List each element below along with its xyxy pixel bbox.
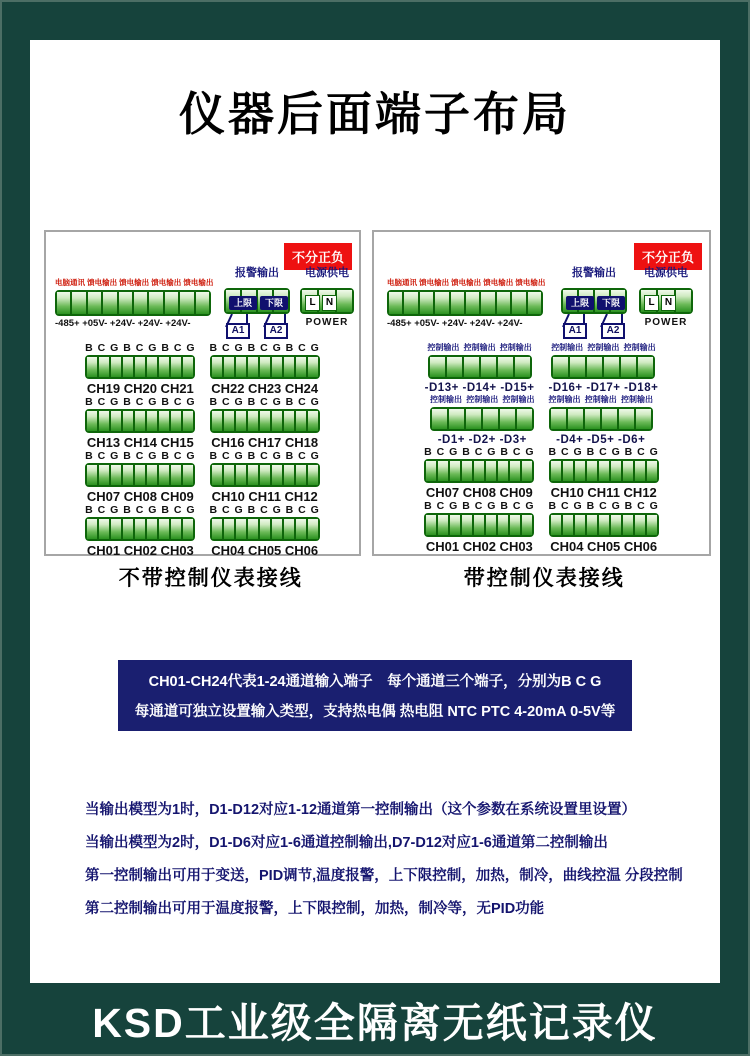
terminal-cell (147, 411, 159, 431)
terminal-group (85, 450, 195, 504)
terminal-group-label: CH10 CH11 CH12 (550, 485, 657, 500)
alarm-output-group (222, 264, 292, 339)
comm-feed-top-label: 电脑通讯 馈电输出 馈电输出 馈电输出 馈电输出 (55, 278, 214, 287)
terminal-pin-labels: B C G B C G B C G (548, 500, 659, 512)
terminal-cell (183, 519, 193, 539)
bottom-banner: KSD工业级全隔离无纸记录仪 (92, 1000, 658, 1046)
terminal-cell (224, 519, 236, 539)
terminal-cell (623, 461, 635, 481)
panel-top-section (46, 232, 359, 340)
terminal-cell (180, 292, 195, 314)
terminal-cell (497, 292, 512, 314)
terminal-cell (587, 461, 599, 481)
panel-without-control (44, 230, 361, 556)
terminal-group-label: CH07 CH08 CH09 (425, 485, 533, 500)
alarm-terminal-block (224, 288, 290, 314)
terminal-cell (99, 411, 111, 431)
terminal-cell (676, 290, 691, 312)
terminal-cell (284, 519, 296, 539)
neutral-terminal-label: N (323, 296, 336, 310)
terminal-group-label: CH01 CH02 CH03 (86, 543, 194, 558)
comm-terminal-block (387, 290, 543, 316)
terminal-group-label: -D16+ -D17+ -D18+ (548, 382, 659, 394)
terminal-cell (134, 292, 149, 314)
terminal-group (85, 504, 195, 558)
terminal-cell (486, 515, 498, 535)
terminal-group-label: -D1+ -D2+ -D3+ (437, 434, 527, 446)
terminal-cell (308, 465, 318, 485)
terminal-cell (647, 515, 657, 535)
terminal-cell (599, 515, 611, 535)
terminal-row (374, 500, 709, 554)
terminal-cell (147, 357, 159, 377)
terminal-cell (450, 515, 462, 535)
terminal-group-label: CH04 CH05 CH06 (211, 543, 319, 558)
power-bottom-label: POWER (305, 317, 349, 328)
terminal-cell (430, 357, 447, 377)
terminal-cell (284, 357, 296, 377)
terminal-group (85, 342, 195, 396)
comm-feed-group (387, 277, 545, 329)
terminal-group-label: CH22 CH23 CH24 (211, 381, 319, 396)
panel-with-control (372, 230, 711, 556)
terminal-cell (474, 515, 486, 535)
terminal-cell (119, 292, 134, 314)
terminal-cell (498, 515, 510, 535)
terminal-cell (165, 292, 180, 314)
terminal-cell (248, 357, 260, 377)
relay-a2-label: A2 (264, 323, 288, 339)
relay-row (222, 315, 292, 339)
terminal-row (374, 342, 709, 394)
terminal-cell (568, 409, 585, 429)
terminal-cell (87, 519, 99, 539)
terminal-cell (498, 357, 515, 377)
terminal-group-label: -D4+ -D5+ -D6+ (556, 434, 646, 446)
terminal-cell (522, 515, 532, 535)
terminal-pin-labels: B C G B C G B C G (85, 396, 196, 408)
terminal-cell (111, 465, 123, 485)
terminal-group (424, 446, 534, 500)
info-line-1: CH01-CH24代表1-24通道输入端子 每个通道三个端子，分别为B C G (148, 674, 602, 690)
terminal-cell (438, 461, 450, 481)
alarm-output-title: 报警输出 (572, 267, 616, 279)
terminal-cell (99, 465, 111, 485)
terminal-block (210, 517, 320, 541)
terminal-cell (87, 465, 99, 485)
terminal-cell (296, 411, 308, 431)
terminal-pin-labels: B C G B C G B C G (424, 446, 535, 458)
terminal-group-label: CH01 CH02 CH03 (425, 539, 533, 554)
terminal-block (428, 355, 532, 379)
terminal-group (549, 394, 653, 446)
terminal-cell (481, 292, 496, 314)
terminal-group-label: CH13 CH14 CH15 (86, 435, 194, 450)
terminal-cell (635, 461, 647, 481)
terminal-pin-labels: B C G B C G B C G (209, 396, 320, 408)
terminal-cell (621, 357, 638, 377)
terminal-cell (147, 519, 159, 539)
terminal-pin-labels: 控制输出 控制输出 控制输出 (427, 343, 532, 352)
terminal-cell (171, 519, 183, 539)
terminal-cell (159, 519, 171, 539)
terminal-cell (337, 290, 352, 312)
terminal-cell (99, 519, 111, 539)
relay-a1 (224, 315, 252, 339)
polarity-note-badge: 不分正负 (634, 243, 702, 270)
terminal-cell (636, 409, 651, 429)
terminal-cell (183, 411, 193, 431)
neutral-terminal-label: N (662, 296, 675, 310)
terminal-cell (449, 409, 466, 429)
power-supply-title: 电源供电 (644, 267, 688, 279)
comm-feed-top-label: 电脑通讯 馈电输出 馈电输出 馈电输出 馈电输出 (387, 278, 546, 287)
terminal-cell (87, 357, 99, 377)
terminal-cell (466, 292, 481, 314)
terminal-group (424, 500, 534, 554)
power-bottom-label: POWER (644, 317, 688, 328)
terminal-cell (147, 465, 159, 485)
terminal-cell (611, 515, 623, 535)
terminal-cell (464, 357, 481, 377)
terminal-cell (272, 411, 284, 431)
power-terminal-block (300, 288, 354, 314)
terminal-group-label: CH07 CH08 CH09 (86, 489, 194, 504)
terminal-cell (171, 411, 183, 431)
terminal-group (549, 342, 659, 394)
caption-without-control: 不带控制仪表接线 (118, 567, 303, 590)
terminal-pin-labels: B C G B C G B C G (424, 500, 535, 512)
terminal-cell (99, 357, 111, 377)
channel-rows (46, 342, 359, 558)
terminal-block (430, 407, 534, 431)
terminal-cell (111, 411, 123, 431)
terminal-group (425, 342, 535, 394)
terminal-cell (196, 292, 209, 314)
terminal-group (210, 450, 320, 504)
terminal-row (374, 446, 709, 500)
terminal-group (210, 396, 320, 450)
panel-top-section (374, 232, 709, 340)
terminal-block (549, 407, 653, 431)
terminal-cell (563, 461, 575, 481)
relay-row (559, 315, 629, 339)
note-line-1: 当输出模型为1时，D1-D12对应1-12通道第一控制输出（这个参数在系统设置里设置） (85, 802, 637, 818)
terminal-group-label: CH19 CH20 CH21 (86, 381, 194, 396)
terminal-cell (575, 461, 587, 481)
upper-limit-chip: 上限 (229, 296, 257, 310)
terminal-group (430, 394, 534, 446)
terminal-cell (308, 411, 318, 431)
terminal-cell (483, 409, 500, 429)
terminal-cell (149, 292, 164, 314)
terminal-block (549, 459, 659, 483)
terminal-cell (404, 292, 419, 314)
terminal-group-label: CH16 CH17 CH18 (211, 435, 319, 450)
terminal-group (210, 342, 320, 396)
alarm-output-group (559, 264, 629, 339)
terminal-cell (296, 357, 308, 377)
terminal-cell (224, 465, 236, 485)
terminal-cell (272, 465, 284, 485)
terminal-pin-labels: B C G B C G B C G (209, 504, 320, 516)
relay-a1 (561, 315, 589, 339)
terminal-cell (611, 461, 623, 481)
terminal-cell (236, 465, 248, 485)
terminal-cell (570, 357, 587, 377)
terminal-group (549, 446, 659, 500)
terminal-cell (212, 411, 224, 431)
terminal-cell (296, 519, 308, 539)
terminal-cell (619, 409, 636, 429)
terminal-cell (212, 519, 224, 539)
output-notes (85, 798, 685, 930)
terminal-cell (647, 461, 657, 481)
terminal-cell (248, 519, 260, 539)
terminal-cell (236, 519, 248, 539)
terminal-cell (500, 409, 517, 429)
terminal-cell (462, 515, 474, 535)
terminal-cell (510, 461, 522, 481)
info-line-2: 每通道可独立设置输入类型，支持热电偶 热电阻 NTC PTC 4-20mA 0-5V等 (134, 704, 616, 720)
terminal-block (424, 513, 534, 537)
terminal-cell (260, 465, 272, 485)
terminal-cell (212, 357, 224, 377)
terminal-cell (159, 465, 171, 485)
note-line-3: 第一控制输出可用于变送，PID调节,温度报警，上下限控制，加热，制冷，曲线控温 分段控制 (85, 868, 683, 884)
comm-feed-bottom-label: -485+ +05V- +24V- +24V- +24V- (55, 318, 191, 329)
terminal-cell (272, 357, 284, 377)
upper-limit-chip: 上限 (566, 296, 594, 310)
terminal-cell (604, 357, 621, 377)
terminal-cell (212, 465, 224, 485)
terminal-group (549, 500, 659, 554)
terminal-cell (171, 465, 183, 485)
terminal-cell (551, 461, 563, 481)
terminal-cell (462, 461, 474, 481)
terminal-cell (123, 411, 135, 431)
terminal-cell (426, 515, 438, 535)
terminal-cell (522, 461, 532, 481)
line-terminal-label: L (645, 296, 658, 310)
terminal-cell (510, 515, 522, 535)
terminal-cell (481, 357, 498, 377)
page-title: 仪器后面端子布局 (179, 88, 571, 140)
terminal-pin-labels: 控制输出 控制输出 控制输出 (551, 343, 656, 352)
terminal-cell (438, 515, 450, 535)
power-supply-group (637, 264, 695, 328)
terminal-cell (450, 461, 462, 481)
relay-a1-label: A1 (226, 323, 250, 339)
terminal-cell (420, 292, 435, 314)
terminal-cell (551, 409, 568, 429)
terminal-cell (308, 357, 318, 377)
terminal-cell (515, 357, 530, 377)
terminal-pin-labels: 控制输出 控制输出 控制输出 (430, 395, 535, 404)
caption-with-control: 带控制仪表接线 (463, 567, 625, 590)
panel-captions (44, 562, 711, 592)
terminal-cell (111, 519, 123, 539)
terminal-row (46, 396, 359, 450)
terminal-block (424, 459, 534, 483)
alarm-terminal-block (561, 288, 627, 314)
note-line-2: 当输出模型为2时，D1-D6对应1-6通道控制输出,D7-D12对应1-6通道第二控制输出 (85, 835, 608, 851)
terminal-cell (447, 357, 464, 377)
terminal-cell (498, 461, 510, 481)
terminal-cell (248, 465, 260, 485)
relay-a2 (262, 315, 290, 339)
terminal-cell (638, 357, 653, 377)
terminal-cell (623, 515, 635, 535)
terminal-pin-labels: 控制输出 控制输出 控制输出 (548, 395, 653, 404)
terminal-cell (260, 519, 272, 539)
terminal-cell (308, 519, 318, 539)
panels-row (44, 230, 711, 556)
terminal-pin-labels: B C G B C G B C G (209, 450, 320, 462)
terminal-group (210, 504, 320, 558)
terminal-row (46, 450, 359, 504)
terminal-cell (517, 409, 532, 429)
terminal-group-label: -D13+ -D14+ -D15+ (424, 382, 535, 394)
terminal-cell (587, 357, 604, 377)
terminal-cell (563, 515, 575, 535)
terminal-pin-labels: B C G B C G B C G (209, 342, 320, 354)
terminal-group-label: CH10 CH11 CH12 (211, 489, 318, 504)
terminal-cell (575, 515, 587, 535)
terminal-cell (587, 515, 599, 535)
terminal-cell (236, 411, 248, 431)
terminal-row (374, 394, 709, 446)
line-terminal-label: L (306, 296, 319, 310)
terminal-block (85, 463, 195, 487)
terminal-cell (260, 411, 272, 431)
terminal-cell (551, 515, 563, 535)
terminal-cell (103, 292, 118, 314)
relay-a1-label: A1 (563, 323, 587, 339)
terminal-group-label: CH04 CH05 CH06 (550, 539, 658, 554)
terminal-cell (602, 409, 619, 429)
lower-limit-chip: 下限 (260, 296, 288, 310)
terminal-block (85, 355, 195, 379)
terminal-cell (512, 292, 527, 314)
terminal-cell (528, 292, 541, 314)
terminal-cell (183, 465, 193, 485)
channel-rows (374, 342, 709, 554)
terminal-group (85, 396, 195, 450)
terminal-block (85, 409, 195, 433)
lower-limit-chip: 下限 (597, 296, 625, 310)
terminal-cell (88, 292, 103, 314)
terminal-row (46, 342, 359, 396)
terminal-cell (260, 357, 272, 377)
terminal-cell (123, 357, 135, 377)
terminal-cell (389, 292, 404, 314)
terminal-cell (236, 357, 248, 377)
terminal-cell (159, 357, 171, 377)
terminal-cell (451, 292, 466, 314)
terminal-row (46, 504, 359, 558)
terminal-cell (432, 409, 449, 429)
terminal-cell (171, 357, 183, 377)
power-supply-group (298, 264, 356, 328)
relay-a2-label: A2 (601, 323, 625, 339)
alarm-output-title: 报警输出 (235, 267, 279, 279)
terminal-cell (635, 515, 647, 535)
terminal-cell (135, 411, 147, 431)
channel-info-box (118, 660, 632, 731)
terminal-pin-labels: B C G B C G B C G (85, 504, 196, 516)
polarity-note-badge: 不分正负 (284, 243, 352, 270)
terminal-pin-labels: B C G B C G B C G (85, 342, 196, 354)
terminal-cell (474, 461, 486, 481)
terminal-pin-labels: B C G B C G B C G (85, 450, 196, 462)
terminal-block (85, 517, 195, 541)
terminal-block (210, 355, 320, 379)
terminal-cell (135, 465, 147, 485)
terminal-block (210, 463, 320, 487)
terminal-cell (224, 357, 236, 377)
terminal-cell (585, 409, 602, 429)
terminal-cell (426, 461, 438, 481)
terminal-cell (159, 411, 171, 431)
comm-terminal-block (55, 290, 211, 316)
terminal-cell (224, 411, 236, 431)
terminal-cell (553, 357, 570, 377)
terminal-block (551, 355, 655, 379)
terminal-cell (72, 292, 87, 314)
terminal-block (549, 513, 659, 537)
terminal-cell (135, 357, 147, 377)
terminal-cell (296, 465, 308, 485)
terminal-cell (135, 519, 147, 539)
content-sheet (30, 40, 720, 983)
power-supply-title: 电源供电 (305, 267, 349, 279)
terminal-cell (284, 465, 296, 485)
terminal-block (210, 409, 320, 433)
terminal-cell (248, 411, 260, 431)
terminal-pin-labels: B C G B C G B C G (548, 446, 659, 458)
terminal-cell (435, 292, 450, 314)
comm-feed-bottom-label: -485+ +05V- +24V- +24V- +24V- (387, 318, 523, 329)
terminal-cell (87, 411, 99, 431)
terminal-cell (123, 465, 135, 485)
relay-a2 (599, 315, 627, 339)
power-terminal-block (639, 288, 693, 314)
comm-feed-group (55, 277, 213, 329)
terminal-cell (599, 461, 611, 481)
terminal-cell (272, 519, 284, 539)
terminal-cell (183, 357, 193, 377)
terminal-cell (486, 461, 498, 481)
terminal-cell (466, 409, 483, 429)
terminal-cell (111, 357, 123, 377)
terminal-cell (57, 292, 72, 314)
terminal-cell (284, 411, 296, 431)
note-line-4: 第二控制输出可用于温度报警，上下限控制，加热，制冷等，无PID功能 (85, 901, 545, 917)
terminal-cell (123, 519, 135, 539)
